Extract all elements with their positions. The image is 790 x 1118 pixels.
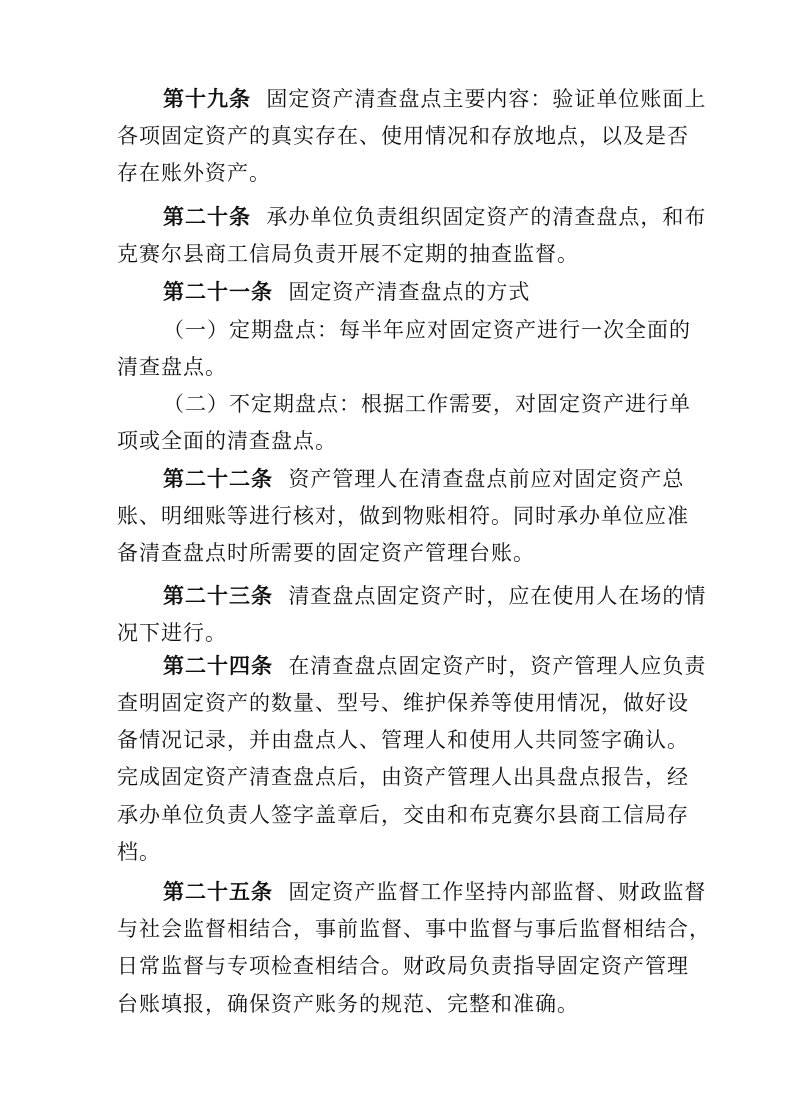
article-24-text-1: 在清查盘点固定资产时，资产管理人应负责 [288, 654, 707, 678]
article-20-line-1 [163, 198, 706, 236]
article-24-line-4: 完成固定资产清查盘点后，由资产管理人出具盘点报告，经 [117, 765, 689, 789]
article-23-heading: 第二十三条 [163, 584, 273, 608]
article-21-text-1: 固定资产清查盘点的方式 [288, 280, 531, 304]
article-25-line-4: 台账填报，确保资产账务的规范、完整和准确。 [117, 992, 579, 1016]
article-22-line-2: 账、明细账等进行核对，做到物账相符。同时承办单位应准 [117, 504, 689, 528]
article-20-heading: 第二十条 [163, 205, 251, 229]
article-23-line-2: 况下进行。 [117, 621, 227, 645]
article-24-line-3: 备情况记录，并由盘点人、管理人和使用人共同签字确认。 [117, 728, 689, 752]
article-22-text-1: 资产管理人在清查盘点前应对固定资产总 [288, 467, 685, 491]
article-19-heading: 第十九条 [163, 87, 251, 111]
article-21-item-1-line-2: 清查盘点。 [117, 355, 227, 379]
article-23-text-1: 清查盘点固定资产时，应在使用人在场的情 [288, 584, 707, 608]
article-19-line-1 [163, 80, 706, 118]
article-25-heading: 第二十五条 [163, 880, 273, 904]
article-25-line-3: 日常监督与专项检查相结合。财政局负责指导固定资产管理 [117, 954, 689, 978]
article-21-item-2-line-1: （二）不定期盘点：根据工作需要，对固定资产进行单 [163, 392, 691, 416]
article-21-heading: 第二十一条 [163, 280, 273, 304]
article-25-text-1: 固定资产监督工作坚持内部监督、财政监督 [288, 880, 707, 904]
article-25-line-2: 与社会监督相结合，事前监督、事中监督与事后监督相结合， [117, 917, 711, 941]
article-24-line-6: 档。 [117, 840, 161, 864]
article-24-line-2: 查明固定资产的数量、型号、维护保养等使用情况，做好设 [117, 691, 689, 715]
article-19-line-2: 各项固定资产的真实存在、使用情况和存放地点，以及是否 [117, 124, 689, 148]
article-22-heading: 第二十二条 [163, 467, 273, 491]
article-22-line-3: 备清查盘点时所需要的固定资产管理台账。 [117, 541, 535, 565]
article-22-line-1 [163, 460, 684, 498]
article-21-item-2-line-2: 项或全面的清查盘点。 [117, 429, 337, 453]
article-20-line-2: 克赛尔县商工信局负责开展不定期的抽查监督。 [117, 242, 579, 266]
article-24-line-1 [163, 647, 706, 685]
article-23-line-1 [163, 577, 706, 615]
article-21-line-1 [163, 273, 530, 311]
article-24-line-5: 承办单位负责人签字盖章后，交由和布克赛尔县商工信局存 [117, 803, 689, 827]
article-24-heading: 第二十四条 [163, 654, 273, 678]
article-19-text-1: 固定资产清查盘点主要内容：验证单位账面上 [266, 87, 707, 111]
article-25-line-1 [163, 873, 706, 911]
article-21-item-1-line-1: （一）定期盘点：每半年应对固定资产进行一次全面的 [163, 318, 691, 342]
article-19-line-3: 存在账外资产。 [117, 161, 271, 185]
article-20-text-1: 承办单位负责组织固定资产的清查盘点，和布 [266, 205, 707, 229]
